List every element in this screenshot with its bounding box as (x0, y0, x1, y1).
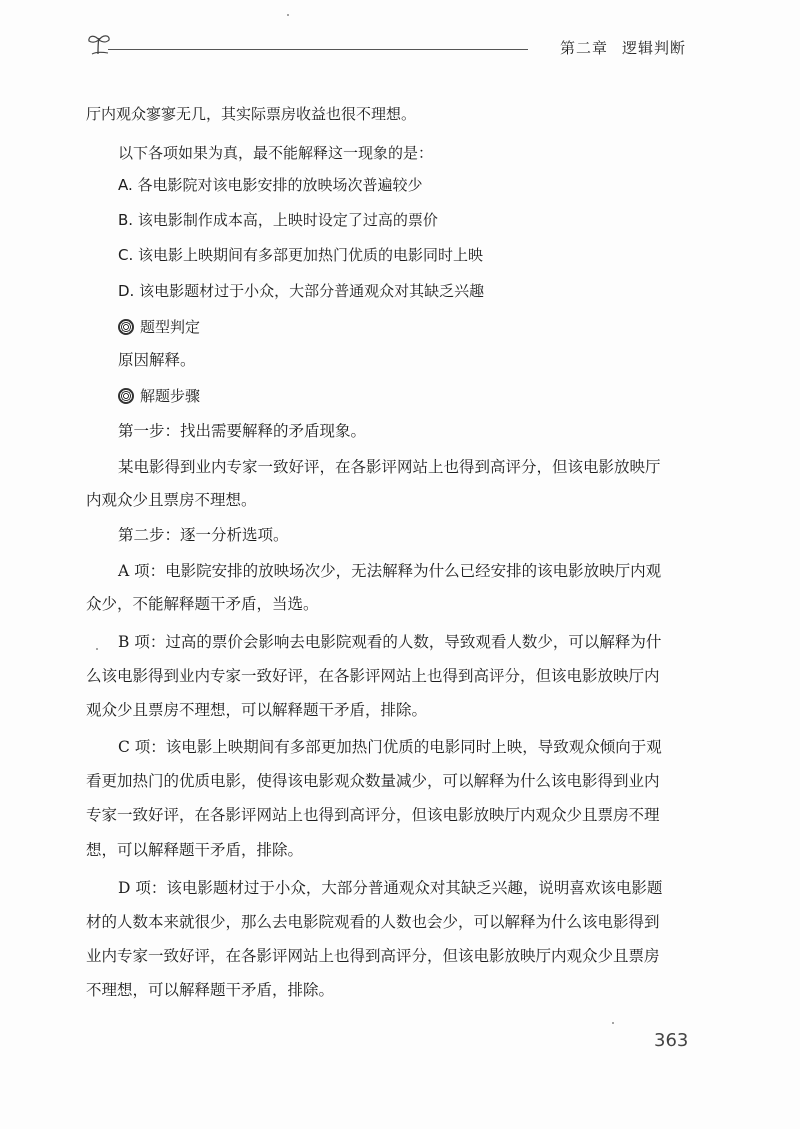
analysis-a-line: 众少，不能解释题干矛盾，当选。 (86, 595, 319, 613)
rosette-icon (118, 388, 134, 404)
question-tail: 厅内观众寥寥无几，其实际票房收益也很不理想。 (86, 105, 417, 123)
analysis-d-line: 材的人数本来就很少，那么去电影院观看的人数也会少，可以解释为什么该电影得到 (86, 913, 660, 931)
sprout-icon (86, 32, 114, 56)
type-body: 原因解释。 (118, 351, 196, 369)
analysis-c-line: 看更加热门的优质电影，使得该电影观众数量减少，可以解释为什么该电影得到业内 (86, 772, 660, 790)
type-heading-text: 题型判定 (140, 318, 201, 336)
analysis-c-line: 专家一致好评，在各影评网站上也得到高评分，但该电影放映厅内观众少且票房不理 (86, 806, 660, 824)
type-heading (118, 317, 200, 337)
header-rule (108, 49, 528, 50)
analysis-d-line: D 项：该电影题材过于小众，大部分普通观众对其缺乏兴趣，说明喜欢该电影题 (118, 879, 663, 897)
option-a: A. 各电影院对该电影安排的放映场次普遍较少 (118, 176, 423, 194)
page-number: 363 (654, 1030, 689, 1051)
analysis-c-line: C 项：该电影上映期间有多部更加热门优质的电影同时上映，导致观众倾向于观 (118, 738, 662, 756)
analysis-c-line: 想，可以解释题干矛盾，排除。 (86, 841, 304, 859)
analysis-a-line: A 项：电影院安排的放映场次少，无法解释为什么已经安排的该电影放映厅内观 (118, 562, 662, 580)
rosette-icon (118, 319, 134, 335)
step-two: 第二步：逐一分析选项。 (118, 526, 289, 544)
scan-speck (612, 1022, 614, 1024)
step-one-body-line: 内观众少且票房不理想。 (86, 491, 257, 509)
question-prompt: 以下各项如果为真，最不能解释这一现象的是： (118, 144, 434, 162)
scan-speck (287, 14, 289, 16)
chapter-number: 第二章 (559, 39, 608, 57)
chapter-section: 逻辑判断 (621, 39, 686, 57)
step-one: 第一步：找出需要解释的矛盾现象。 (118, 422, 367, 440)
analysis-d-line: 业内专家一致好评，在各影评网站上也得到高评分，但该电影放映厅内观众少且票房 (86, 947, 660, 965)
option-d: D. 该电影题材过于小众，大部分普通观众对其缺乏兴趣 (118, 282, 485, 300)
steps-heading-text: 解题步骤 (140, 387, 201, 405)
page-header (86, 30, 686, 60)
analysis-b-line: 观众少且票房不理想，可以解释题干矛盾，排除。 (86, 701, 428, 719)
analysis-d-line: 不理想，可以解释题干矛盾，排除。 (86, 981, 335, 999)
option-b: B. 该电影制作成本高，上映时设定了过高的票价 (118, 211, 438, 229)
chapter-title (560, 37, 686, 58)
step-one-body-line: 某电影得到业内专家一致好评，在各影评网站上也得到高评分，但该电影放映厅 (118, 458, 661, 476)
analysis-b-line: 么该电影得到业内专家一致好评，在各影评网站上也得到高评分，但该电影放映厅内 (86, 667, 660, 685)
analysis-b-line: B 项：过高的票价会影响去电影院观看的人数，导致观看人数少，可以解释为什 (118, 633, 662, 651)
option-c: C. 该电影上映期间有多部更加热门优质的电影同时上映 (118, 246, 484, 264)
scan-speck (96, 648, 98, 650)
steps-heading (118, 386, 200, 406)
